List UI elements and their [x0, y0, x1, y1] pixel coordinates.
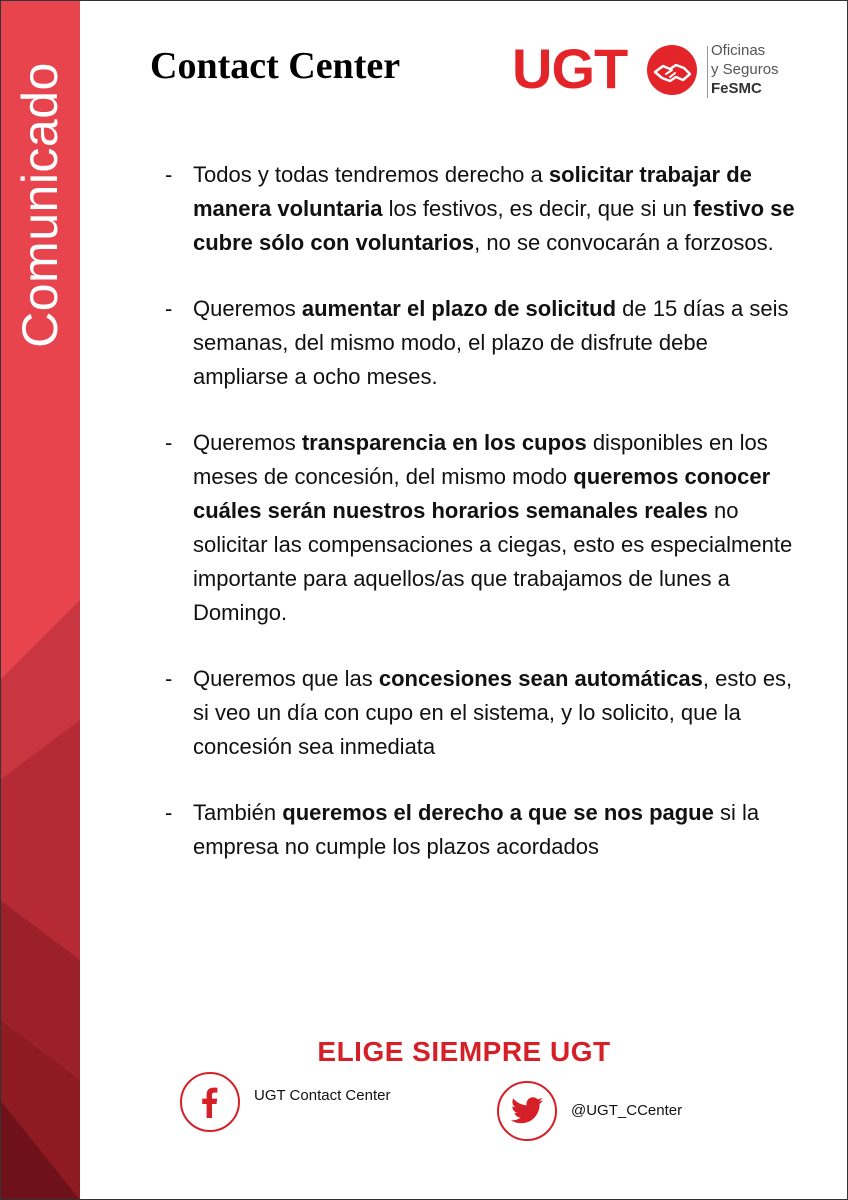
bullet-dash: - [165, 430, 173, 455]
logo-divider [707, 46, 708, 98]
ugt-logo [512, 37, 792, 100]
bullet-dash: - [165, 800, 173, 825]
bullet-text: , esto es, si veo un día con cupo en el sistema, y lo solicito, que la concesión sea inmediata [193, 666, 793, 759]
facebook-link[interactable] [180, 1072, 390, 1132]
bullet-text-bold: queremos el derecho a que se nos pague [282, 800, 714, 825]
bullet-text-bold: queremos conocer cuáles serán nuestros horarios semanales reales [193, 464, 771, 523]
bullet-text: , no se convocarán a forzosos. [474, 230, 774, 255]
bullet-text: Queremos [193, 296, 302, 321]
slogan: ELIGE SIEMPRE UGT [317, 1036, 611, 1067]
bullet-text-bold: aumentar el plazo de solicitud [301, 296, 617, 321]
list-item [165, 292, 805, 394]
list-item [165, 662, 805, 764]
bullet-text-bold: solicitar trabajar de manera voluntaria [193, 162, 752, 221]
bullet-text: de 15 días a seis semanas, del mismo modo, el plazo de disfrute debe ampliarse a ocho meses. [193, 296, 789, 389]
facebook-label[interactable]: UGT Contact Center [254, 1086, 391, 1104]
twitter-link[interactable] [497, 1081, 682, 1141]
page-title: Contact Center [150, 45, 401, 87]
demands-list [165, 158, 805, 896]
bullet-text: También [193, 800, 283, 825]
handshake-icon [646, 44, 698, 96]
bullet-dash: - [165, 296, 173, 321]
bullet-dash: - [165, 162, 173, 187]
list-item [165, 796, 805, 864]
bullet-text-bold: concesiones sean automáticas [378, 666, 703, 691]
bullet-text: Queremos que las [193, 666, 379, 691]
bullet-text-bold: transparencia en los cupos [301, 430, 587, 455]
sidebar-band [0, 0, 80, 1200]
logo-subtitle-line2: y Seguros [711, 61, 779, 78]
logo-word: UGT [512, 37, 628, 100]
sidebar-label: Comunicado [12, 62, 68, 348]
bullet-text-bold: festivo se cubre sólo con voluntarios [193, 196, 795, 255]
bullet-text: los festivos, es decir, que si un [382, 196, 694, 221]
twitter-icon[interactable] [497, 1081, 557, 1141]
bullet-text: si la empresa no cumple los plazos acordados [193, 800, 760, 859]
twitter-label[interactable]: @UGT_CCenter [571, 1101, 683, 1119]
bullet-text: disponibles en los meses de concesión, del mismo modo [193, 430, 768, 489]
bullet-text: no solicitar las compensaciones a ciegas, esto es especialmente importante para aquellos/as que trabajamos de lunes a Domingo. [193, 498, 793, 625]
bullet-text: Queremos [193, 430, 302, 455]
logo-subtitle-line1: Oficinas [711, 42, 766, 59]
facebook-icon[interactable] [180, 1072, 240, 1132]
list-item [165, 426, 805, 630]
bullet-text: Todos y todas tendremos derecho a [193, 162, 549, 187]
bullet-dash: - [165, 666, 173, 691]
logo-subtitle-line3: FeSMC [711, 80, 762, 97]
list-item [165, 158, 805, 260]
